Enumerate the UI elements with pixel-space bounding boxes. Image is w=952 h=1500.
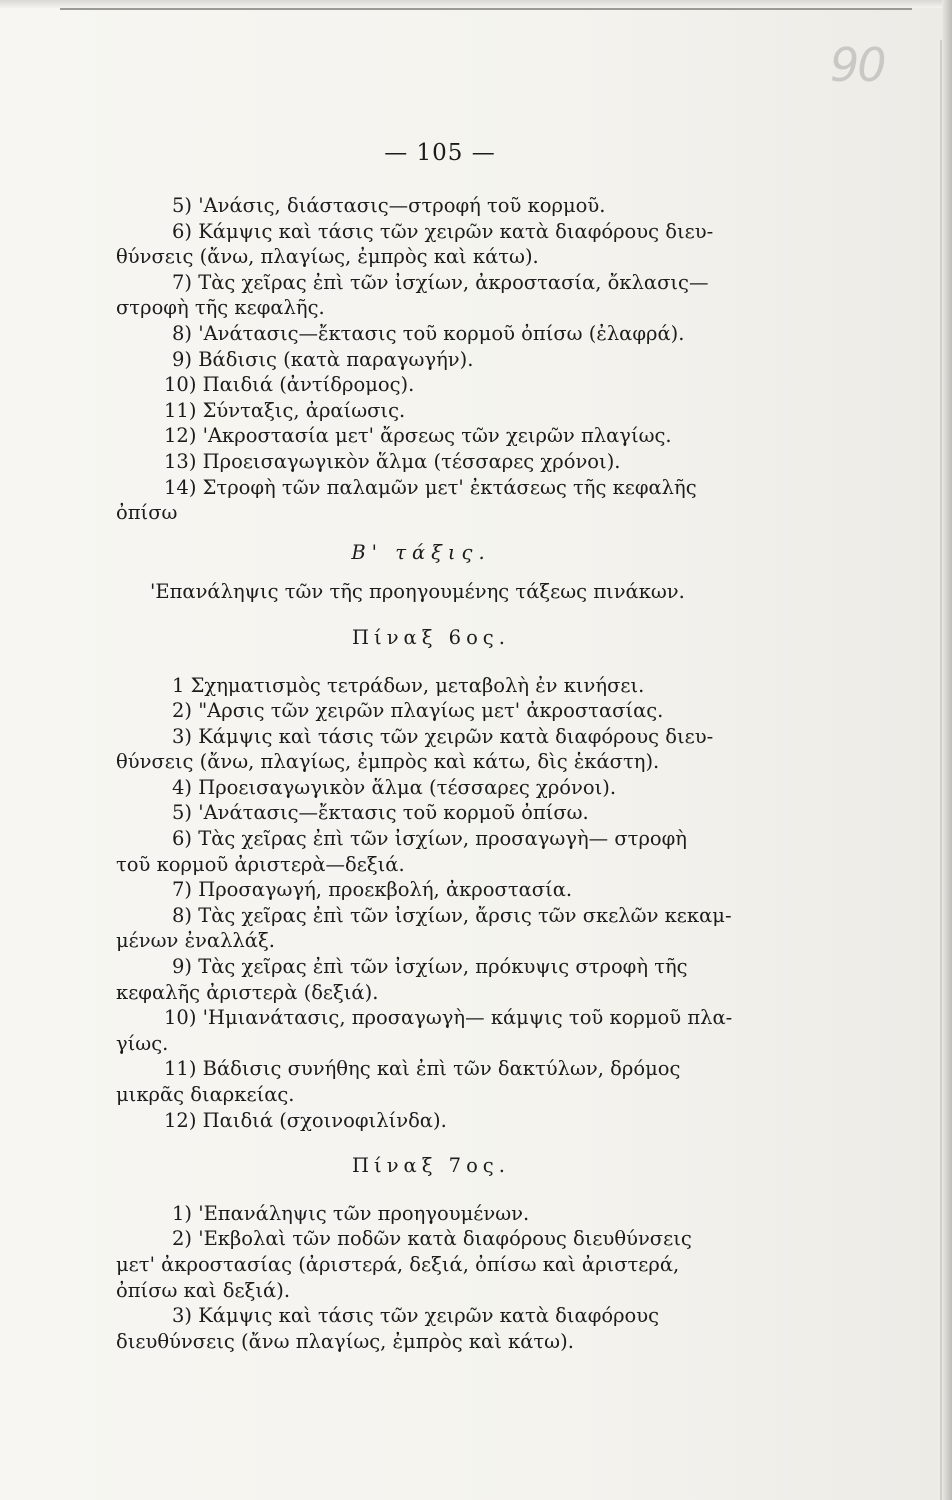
list-item: 9) Βάδισις (κατὰ παραγωγήν). bbox=[172, 347, 474, 371]
table7-title: Πίναξ 7ος. bbox=[352, 1154, 510, 1178]
list-item: 12) 'Ακροστασία μετ' ἄρσεως τῶν χειρῶν πλαγίως. bbox=[164, 424, 672, 448]
page-top-edge bbox=[0, 0, 952, 8]
list-item: μετ' ἀκροστασίας (ἀριστερά, δεξιά, ὀπίσω καὶ ἀριστερά, bbox=[116, 1252, 680, 1276]
list-item: 10) Παιδιά (ἀντίδρομος). bbox=[164, 373, 415, 397]
list-item: 4) Προεισαγωγικὸν ἅλμα (τέσσαρες χρόνοι). bbox=[172, 775, 617, 799]
list-item: τοῦ κορμοῦ ἀριστερὰ—δεξιά. bbox=[116, 852, 405, 876]
list-item: στροφὴ τῆς κεφαλῆς. bbox=[116, 296, 325, 320]
list-item: 1) 'Επανάληψις τῶν προηγουμένων. bbox=[172, 1201, 530, 1225]
page-right-edge bbox=[942, 0, 952, 1500]
table6-title: Πίναξ 6ος. bbox=[352, 625, 510, 649]
class-intro: 'Επανάληψις τῶν τῆς προηγουμένης τάξεως πινάκων. bbox=[150, 580, 685, 604]
list-item: 6) Τὰς χεῖρας ἐπὶ τῶν ἰσχίων, προσαγωγὴ— στροφὴ bbox=[172, 827, 687, 851]
pencil-annotation: 90 bbox=[830, 38, 885, 92]
list-item: θύνσεις (ἄνω, πλαγίως, ἐμπρὸς καὶ κάτω). bbox=[116, 245, 539, 269]
list-item: 10) 'Ημιανάτασις, προσαγωγὴ— κάμψις τοῦ κορμοῦ πλα- bbox=[164, 1006, 733, 1030]
list-item: 3) Κάμψις καὶ τάσις τῶν χειρῶν κατὰ διαφόρους διευ- bbox=[172, 724, 714, 748]
list-item: 6) Κάμψις καὶ τάσις τῶν χειρῶν κατὰ διαφόρους διευ- bbox=[172, 219, 714, 243]
list-item: 13) Προεισαγωγικὸν ἅλμα (τέσσαρες χρόνοι). bbox=[164, 449, 621, 473]
list-item: 11) Σύνταξις, ἀραίωσις. bbox=[164, 398, 406, 422]
page-body bbox=[116, 193, 786, 1354]
class-heading: Β' τάξις. bbox=[351, 540, 491, 564]
list-item: 7) Τὰς χεῖρας ἐπὶ τῶν ἰσχίων, ἀκροστασία, ὄκλασις— bbox=[172, 270, 709, 294]
list-item: 5) 'Ανάσις, διάστασις—στροφή τοῦ κορμοῦ. bbox=[172, 194, 606, 217]
list-item: θύνσεις (ἄνω, πλαγίως, ἐμπρὸς καὶ κάτω, δὶς ἑκάστη). bbox=[116, 750, 660, 774]
list-item: 1 Σχηματισμὸς τετράδων, μεταβολὴ ἐν κινήσει. bbox=[172, 673, 645, 697]
list-item: γίως. bbox=[116, 1031, 169, 1055]
list-item: μικρᾶς διαρκείας. bbox=[116, 1083, 295, 1106]
list-item: 3) Κάμψις καὶ τάσις τῶν χειρῶν κατὰ διαφόρους bbox=[172, 1304, 660, 1328]
list-item: ὀπίσω bbox=[116, 501, 178, 525]
list-item: 12) Παιδιά (σχοινοφιλίνδα). bbox=[164, 1108, 447, 1132]
list-item: ὀπίσω καὶ δεξιά). bbox=[116, 1278, 291, 1302]
list-item: κεφαλῆς ἀριστερὰ (δεξιά). bbox=[116, 980, 379, 1004]
list-item: 14) Στροφὴ τῶν παλαμῶν μετ' ἐκτάσεως τῆς κεφαλῆς bbox=[164, 475, 697, 499]
list-item: διευθύνσεις (ἄνω πλαγίως, ἐμπρὸς καὶ κάτω). bbox=[116, 1329, 574, 1353]
list-item: μένων ἐναλλάξ. bbox=[116, 929, 275, 953]
list-item: 11) Βάδισις συνήθης καὶ ἐπὶ τῶν δακτύλων, δρόμος bbox=[164, 1057, 681, 1081]
page-right-strip bbox=[940, 40, 942, 1500]
list-item: 8) Τὰς χεῖρας ἐπὶ τῶν ἰσχίων, ἄρσις τῶν σκελῶν κεκαμ- bbox=[172, 903, 732, 927]
list-item: 5) 'Ανάτασις—ἔκτασις τοῦ κορμοῦ ὀπίσω. bbox=[172, 801, 589, 825]
list-item: 2) 'Εκβολαὶ τῶν ποδῶν κατὰ διαφόρους διευθύνσεις bbox=[172, 1227, 692, 1251]
page-top-rule bbox=[60, 8, 912, 10]
list-item: 9) Τὰς χεῖρας ἐπὶ τῶν ἰσχίων, πρόκυψις στροφὴ τῆς bbox=[172, 955, 688, 979]
page-number: — 105 — bbox=[384, 140, 496, 166]
list-item: 2) "Αρσις τῶν χειρῶν πλαγίως μετ' ἀκροστασίας. bbox=[172, 699, 664, 723]
list-item: 8) 'Ανάτασις—ἔκτασις τοῦ κορμοῦ ὀπίσω (ἐλαφρά). bbox=[172, 321, 685, 345]
list-item: 7) Προσαγωγή, προεκβολή, ἀκροστασία. bbox=[172, 878, 573, 902]
